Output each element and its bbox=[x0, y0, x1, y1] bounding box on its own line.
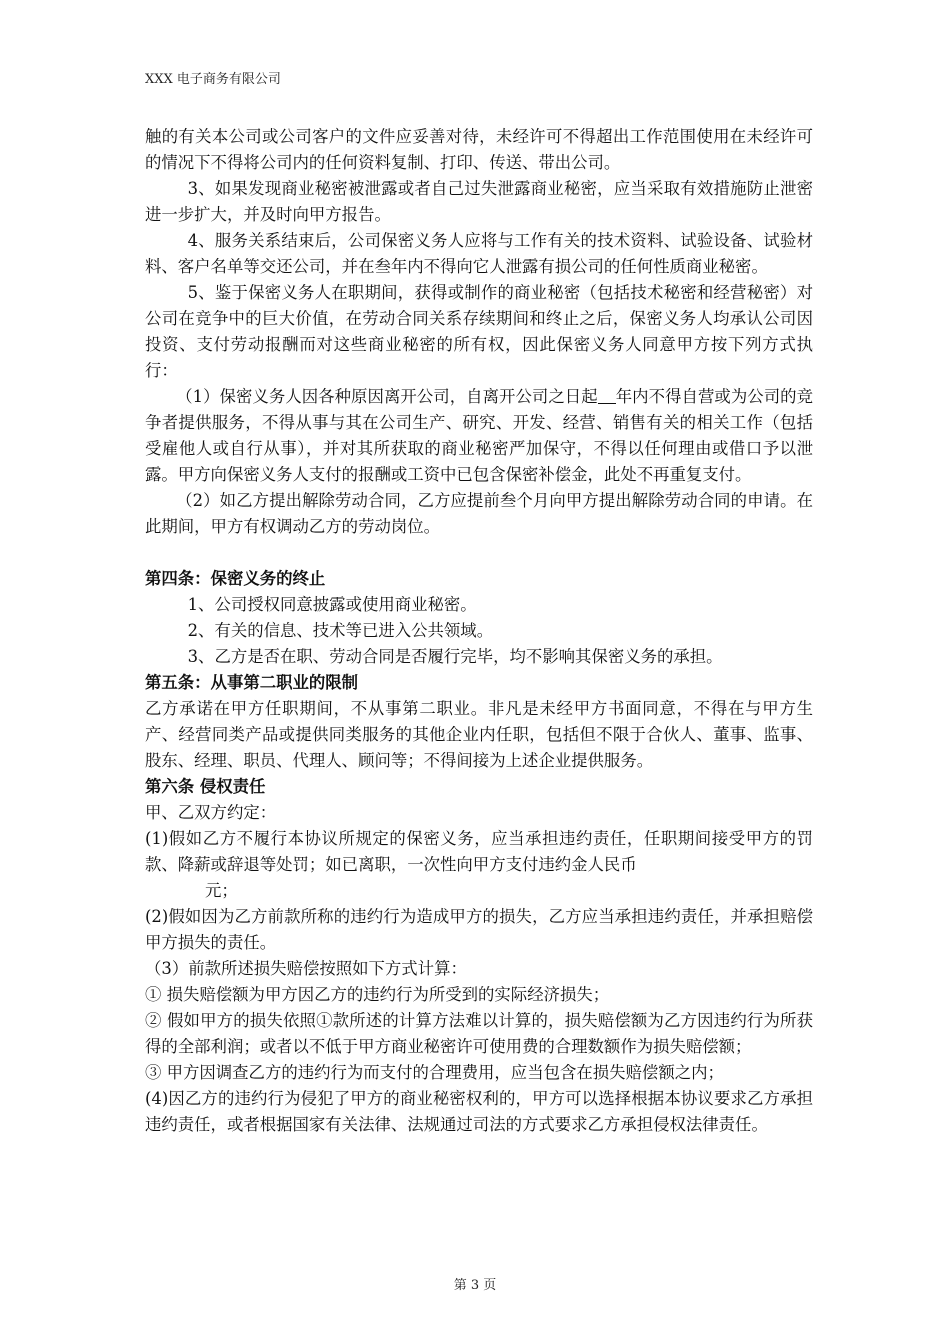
paragraph: 4、服务关系结束后，公司保密义务人应将与工作有关的技术资料、试验设备、试验材料、客户名单等交还公司，并在叁年内不得向它人泄露有损公司的任何性质商业秘密。 bbox=[145, 231, 813, 276]
fill-blank-years bbox=[598, 387, 616, 404]
paragraph: 甲、乙双方约定： bbox=[145, 803, 277, 822]
list-item: 2、有关的信息、技术等已进入公共领域。 bbox=[187, 621, 494, 640]
paragraph: 3、如果发现商业秘密被泄露或者自己过失泄露商业秘密，应当采取有效措施防止泄密进一步扩大，并及时向甲方报告。 bbox=[145, 179, 813, 224]
spacer bbox=[145, 540, 813, 566]
clause: (1)假如乙方不履行本协议所规定的保密义务，应当承担违约责任，任职期间接受甲方的罚款、降薪或辞退等处罚；如已离职，一次性向甲方支付违约金人民币 bbox=[145, 829, 813, 874]
list-item: 1、公司授权同意披露或使用商业秘密。 bbox=[187, 595, 477, 614]
clause: (4)因乙方的违约行为侵犯了甲方的商业秘密权利的，甲方可以选择根据本协议要求乙方承担违约责任，或者根据国家有关法律、法规通过司法的方式要求乙方承担侵权法律责任。 bbox=[145, 1089, 813, 1134]
clause: (2)假如因为乙方前款所称的违约行为造成甲方的损失，乙方应当承担违约责任，并承担赔偿甲方损失的责任。 bbox=[145, 907, 813, 952]
paragraph: （2）如乙方提出解除劳动合同，乙方应提前叁个月向甲方提出解除劳动合同的申请。在此期间，甲方有权调动乙方的劳动岗位。 bbox=[145, 491, 813, 536]
sub-clause: ② 假如甲方的损失依照①款所述的计算方法难以计算的，损失赔偿额为乙方因违约行为所获得的全部利润；或者以不低于甲方商业秘密许可使用费的合理数额作为损失赔偿额； bbox=[145, 1011, 813, 1056]
clause-tail: 元； bbox=[205, 881, 238, 900]
sub-clause: ① 损失赔偿额为甲方因乙方的违约行为所受到的实际经济损失； bbox=[145, 985, 610, 1004]
clause-text: （1）保密义务人因各种原因离开公司，自离开公司之日起 bbox=[176, 387, 598, 406]
clause: （3）前款所述损失赔偿按照如下方式计算： bbox=[145, 959, 467, 978]
list-item: 3、乙方是否在职、劳动合同是否履行完毕，均不影响其保密义务的承担。 bbox=[187, 647, 723, 666]
page-number: 第 3 页 bbox=[453, 1278, 497, 1293]
sub-clause: ③ 甲方因调查乙方的违约行为而支付的合理费用，应当包含在损失赔偿额之内； bbox=[145, 1063, 724, 1082]
article-6-title: 第六条 侵权责任 bbox=[145, 777, 266, 796]
article-5-title: 第五条：从事第二职业的限制 bbox=[145, 673, 359, 692]
clause-text: 年内不得自营或为公司的竞争者提供服务，不得从事与其在公司生产、研究、开发、经营、销售有关的相关工作（包括受雇他人或自行从事），并对其所获取的商业秘密严加保守，不得以任何理由或借口予以泄露。甲方向保密义务人支付的报酬或工资中已包含保密补偿金，此处不再重复支付。 bbox=[145, 387, 813, 484]
paragraph: 5、鉴于保密义务人在职期间，获得或制作的商业秘密（包括技术秘密和经营秘密）对公司在竞争中的巨大价值，在劳动合同关系存续期间和终止之后，保密义务人均承认公司因投资、支付劳动报酬而对这些商业秘密的所有权，因此保密义务人同意甲方按下列方式执行： bbox=[145, 283, 813, 380]
document-body bbox=[145, 124, 813, 1138]
paragraph: 乙方承诺在甲方任职期间，不从事第二职业。非凡是未经甲方书面同意，不得在与甲方生产、经营同类产品或提供同类服务的其他企业内任职，包括但不限于合伙人、董事、监事、股东、经理、职员、代理人、顾问等；不得间接为上述企业提供服务。 bbox=[145, 699, 813, 770]
paragraph: 触的有关本公司或公司客户的文件应妥善对待，未经许可不得超出工作范围使用在未经许可的情况下不得将公司内的任何资料复制、打印、传送、带出公司。 bbox=[145, 127, 813, 172]
page-header: XXX 电子商务有限公司 bbox=[145, 72, 281, 87]
article-4-title: 第四条：保密义务的终止 bbox=[145, 569, 326, 588]
paragraph bbox=[145, 384, 813, 488]
